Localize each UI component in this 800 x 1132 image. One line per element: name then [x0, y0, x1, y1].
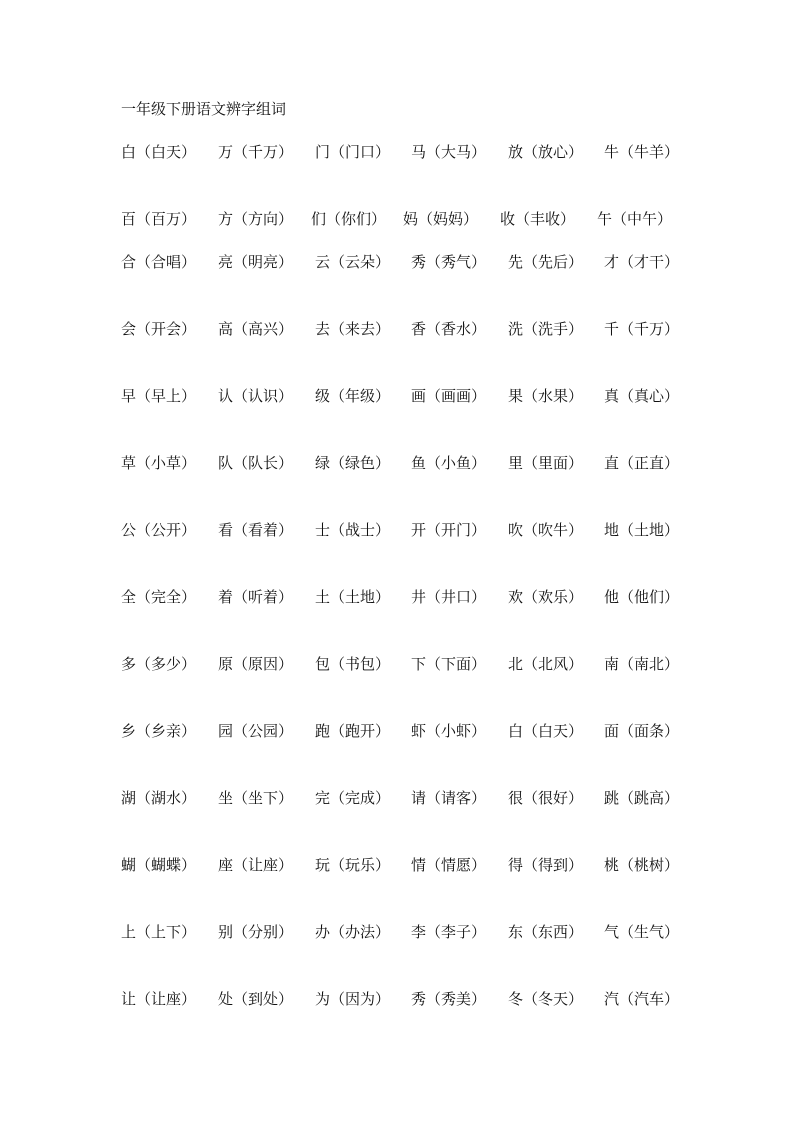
- word-entry: 让（让座）: [121, 990, 197, 1008]
- word-entry: 办（办法）: [315, 923, 391, 941]
- word-entry: 气（生气）: [604, 923, 680, 941]
- word-row: [121, 854, 701, 876]
- word-entry: 马（大马）: [411, 143, 487, 161]
- word-entry: 着（听着）: [218, 588, 294, 606]
- word-row: [121, 385, 701, 407]
- word-entry: 欢（欢乐）: [508, 588, 584, 606]
- word-entry: 请（请客）: [411, 789, 487, 807]
- word-entry: 队（队长）: [218, 454, 294, 472]
- word-entry: 里（里面）: [508, 454, 584, 472]
- word-entry: 公（公开）: [121, 521, 197, 539]
- word-entry: 他（他们）: [604, 588, 680, 606]
- word-entry: 为（因为）: [315, 990, 391, 1008]
- word-entry: 收（丰收）: [500, 210, 576, 228]
- word-entry: 牛（牛羊）: [604, 143, 680, 161]
- word-entry: 看（看着）: [218, 521, 294, 539]
- word-entry: 情（情愿）: [411, 856, 487, 874]
- word-row: [121, 787, 701, 809]
- word-entry: 百（百万）: [121, 210, 197, 228]
- word-entry: 东（东西）: [508, 923, 584, 941]
- word-entry: 完（完成）: [315, 789, 391, 807]
- word-entry: 云（云朵）: [315, 253, 391, 271]
- word-entry: 亮（明亮）: [218, 253, 294, 271]
- word-entry: 直（正直）: [604, 454, 680, 472]
- word-entry: 早（早上）: [121, 387, 197, 405]
- word-entry: 上（上下）: [121, 923, 197, 941]
- word-row: [121, 921, 701, 943]
- word-row: [121, 452, 701, 474]
- word-entry: 去（来去）: [315, 320, 391, 338]
- word-entry: 坐（坐下）: [218, 789, 294, 807]
- word-entry: 真（真心）: [604, 387, 680, 405]
- word-row: [121, 653, 701, 675]
- word-entry: 白（白天）: [508, 722, 584, 740]
- word-row: [121, 141, 701, 163]
- word-entry: 乡（乡亲）: [121, 722, 197, 740]
- word-entry: 包（书包）: [315, 655, 391, 673]
- word-entry: 白（白天）: [121, 143, 197, 161]
- word-entry: 鱼（小鱼）: [411, 454, 487, 472]
- word-entry: 下（下面）: [411, 655, 487, 673]
- word-entry: 汽（汽车）: [604, 990, 680, 1008]
- word-entry: 合（合唱）: [121, 253, 197, 271]
- word-entry: 园（公园）: [218, 722, 294, 740]
- word-entry: 妈（妈妈）: [403, 210, 479, 228]
- word-entry: 跑（跑开）: [315, 722, 391, 740]
- word-entry: 先（先后）: [508, 253, 584, 271]
- word-entry: 地（土地）: [604, 521, 680, 539]
- word-entry: 原（原因）: [218, 655, 294, 673]
- word-entry: 万（千万）: [218, 143, 294, 161]
- word-entry: 开（开门）: [411, 521, 487, 539]
- word-entry: 南（南北）: [604, 655, 680, 673]
- word-entry: 才（才干）: [604, 253, 680, 271]
- word-entry: 得（得到）: [508, 856, 584, 874]
- word-entry: 门（门口）: [315, 143, 391, 161]
- word-entry: 草（小草）: [121, 454, 197, 472]
- word-entry: 吹（吹牛）: [508, 521, 584, 539]
- word-entry: 秀（秀美）: [411, 990, 487, 1008]
- word-entry: 秀（秀气）: [411, 253, 487, 271]
- document-title: 一年级下册语文辨字组词: [121, 100, 287, 118]
- word-entry: 全（完全）: [121, 588, 197, 606]
- word-entry: 画（画画）: [411, 387, 487, 405]
- word-entry: 蝴（蝴蝶）: [121, 856, 197, 874]
- word-entry: 北（北风）: [508, 655, 584, 673]
- word-entry: 井（井口）: [411, 588, 487, 606]
- word-entry: 果（水果）: [508, 387, 584, 405]
- word-entry: 别（分别）: [218, 923, 294, 941]
- word-entry: 放（放心）: [508, 143, 584, 161]
- word-entry: 们（你们）: [311, 210, 387, 228]
- word-entry: 处（到处）: [218, 990, 294, 1008]
- word-entry: 士（战士）: [315, 521, 391, 539]
- word-entry: 冬（冬天）: [508, 990, 584, 1008]
- word-entry: 玩（玩乐）: [315, 856, 391, 874]
- word-row: [121, 720, 701, 742]
- word-entry: 方（方向）: [218, 210, 294, 228]
- word-entry: 香（香水）: [411, 320, 487, 338]
- word-entry: 桃（桃树）: [604, 856, 680, 874]
- word-entry: 土（土地）: [315, 588, 391, 606]
- word-entry: 会（开会）: [121, 320, 197, 338]
- word-entry: 认（认识）: [218, 387, 294, 405]
- word-entry: 高（高兴）: [218, 320, 294, 338]
- word-entry: 绿（绿色）: [315, 454, 391, 472]
- word-row: [121, 586, 701, 608]
- word-entry: 跳（跳高）: [604, 789, 680, 807]
- word-row: [121, 208, 701, 230]
- word-entry: 座（让座）: [218, 856, 294, 874]
- word-entry: 虾（小虾）: [411, 722, 487, 740]
- word-entry: 千（千万）: [604, 320, 680, 338]
- word-row: [121, 251, 701, 273]
- word-entry: 李（李子）: [411, 923, 487, 941]
- word-entry: 面（面条）: [604, 722, 680, 740]
- word-row: [121, 988, 701, 1010]
- word-entry: 洗（洗手）: [508, 320, 584, 338]
- word-entry: 级（年级）: [315, 387, 391, 405]
- word-row: [121, 519, 701, 541]
- word-entry: 多（多少）: [121, 655, 197, 673]
- word-entry: 湖（湖水）: [121, 789, 197, 807]
- word-row: [121, 318, 701, 340]
- word-entry: 很（很好）: [508, 789, 584, 807]
- word-entry: 午（中午）: [597, 210, 673, 228]
